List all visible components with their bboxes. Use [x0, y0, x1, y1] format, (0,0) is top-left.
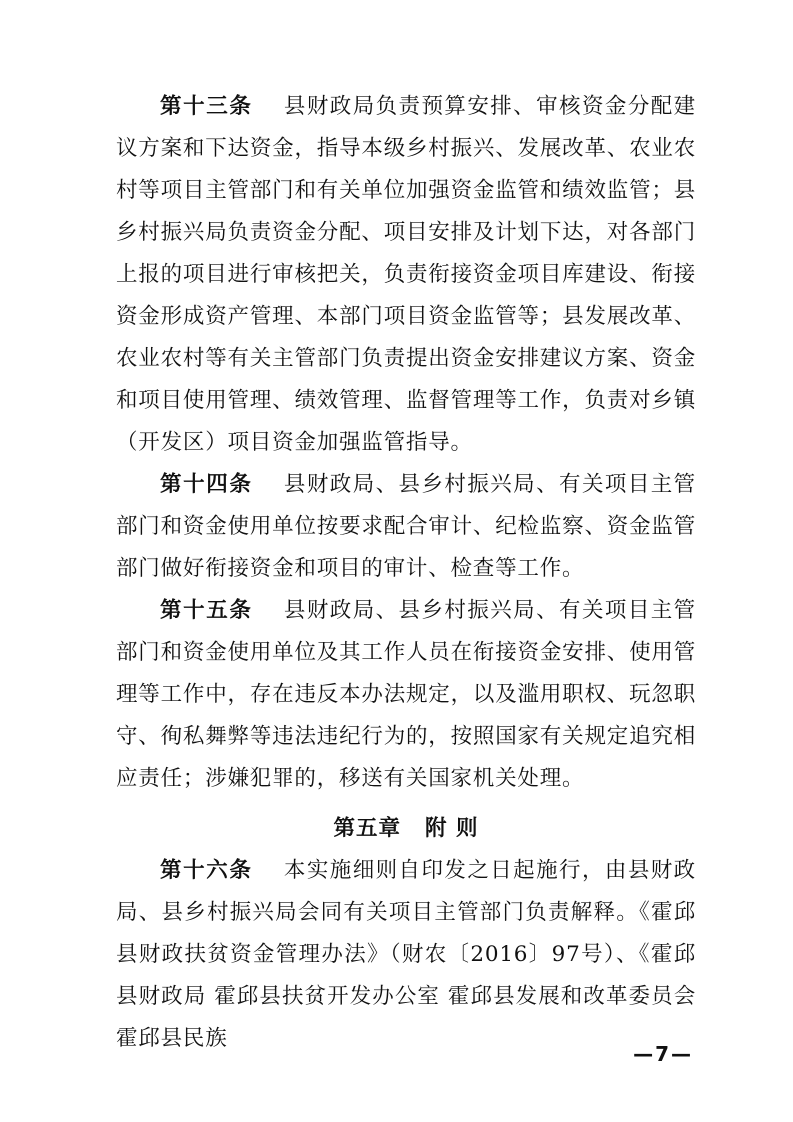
article-15-heading: 第十五条	[160, 598, 276, 623]
article-16-paragraph	[116, 850, 696, 1060]
chapter-number: 第五章	[333, 816, 401, 841]
article-14-paragraph	[116, 464, 696, 590]
page-number: —7—	[633, 1042, 693, 1066]
chapter-title: 附 则	[425, 816, 479, 841]
article-13-paragraph	[116, 86, 696, 464]
article-14-text: 县财政局、县乡村振兴局、有关项目主管部门和资金使用单位按要求配合审计、纪检监察、资金监管部门做好衔接资金和项目的审计、检查等工作。	[116, 472, 696, 581]
article-16-text: 本实施细则自印发之日起施行，由县财政局、县乡村振兴局会同有关项目主管部门负责解释。《霍邱县财政扶贫资金管理办法》（财农〔2016〕97号）、《霍邱县财政局 霍邱县扶贫开发办公室 霍邱县发展和改革委员会 霍邱县民族	[116, 858, 696, 1051]
article-15-text: 县财政局、县乡村振兴局、有关项目主管部门和资金使用单位及其工作人员在衔接资金安排、使用管理等工作中，存在违反本办法规定，以及滥用职权、玩忽职守、徇私舞弊等违法违纪行为的，按照国家有关规定追究相应责任；涉嫌犯罪的，移送有关国家机关处理。	[116, 598, 696, 791]
article-15-paragraph	[116, 590, 696, 800]
article-13-text: 县财政局负责预算安排、审核资金分配建议方案和下达资金，指导本级乡村振兴、发展改革、农业农村等项目主管部门和有关单位加强资金监管和绩效监管；县乡村振兴局负责资金分配、项目安排及计划下达，对各部门上报的项目进行审核把关，负责衔接资金项目库建设、衔接资金形成资产管理、本部门项目资金监管等；县发展改革、农业农村等有关主管部门负责提出资金安排建议方案、资金和项目使用管理、绩效管理、监督管理等工作，负责对乡镇（开发区）项目资金加强监管指导。	[116, 94, 696, 455]
article-14-heading: 第十四条	[160, 472, 276, 497]
document-body	[116, 86, 696, 1060]
chapter-heading	[116, 800, 696, 850]
article-16-heading: 第十六条	[160, 858, 276, 883]
article-13-heading: 第十三条	[160, 94, 276, 119]
